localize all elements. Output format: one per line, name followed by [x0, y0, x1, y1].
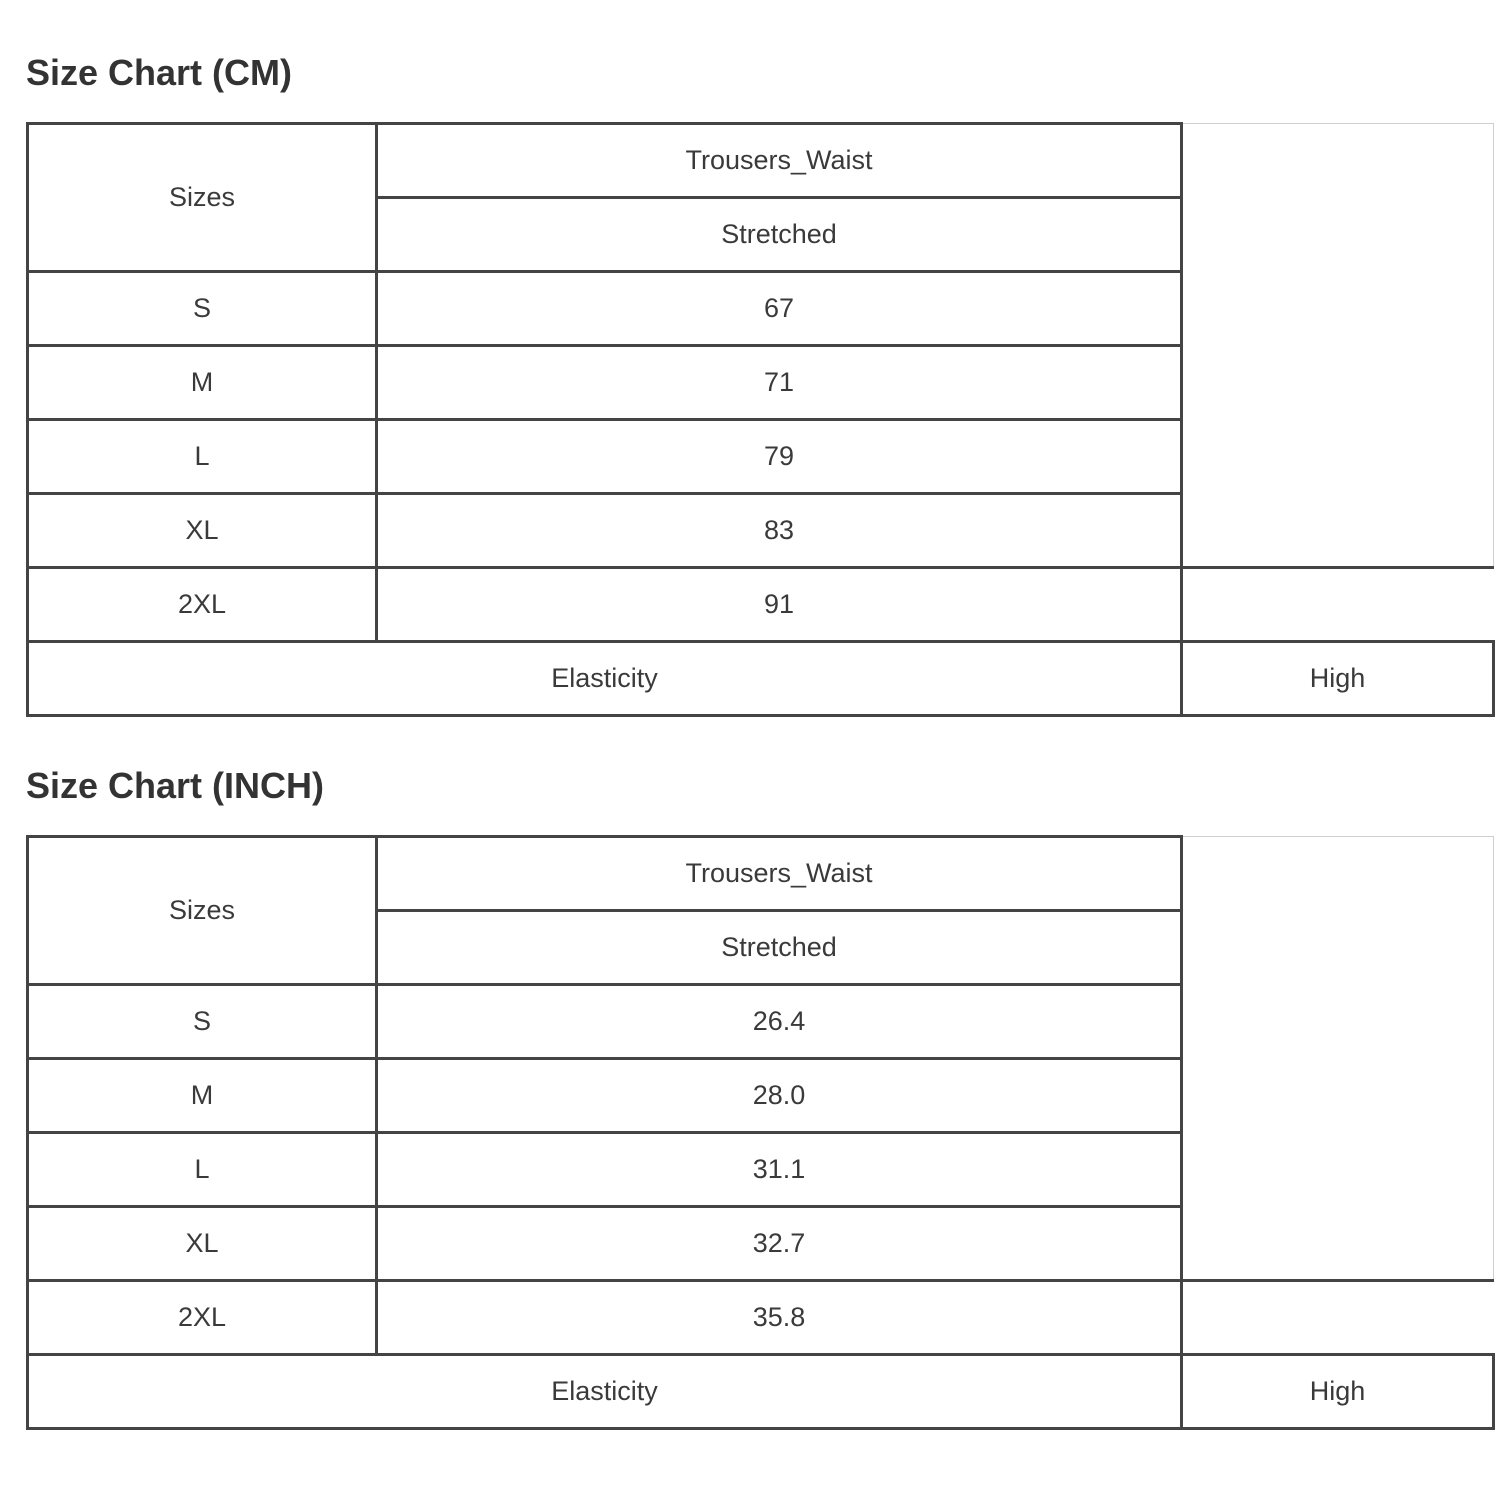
elasticity-row [28, 642, 1494, 716]
table-row [28, 568, 1494, 642]
size-cell: L [28, 420, 377, 494]
size-cell: S [28, 985, 377, 1059]
stretched-header: Stretched [377, 198, 1182, 272]
size-chart-inch-table [26, 835, 1495, 1430]
value-cell: 28.0 [377, 1059, 1182, 1133]
value-cell: 91 [377, 568, 1182, 642]
value-cell: 71 [377, 346, 1182, 420]
header-row [28, 837, 1494, 911]
size-chart-cm-table [26, 122, 1495, 717]
value-cell: 79 [377, 420, 1182, 494]
stretched-header: Stretched [377, 911, 1182, 985]
size-cell: L [28, 1133, 377, 1207]
elasticity-row [28, 1355, 1494, 1429]
value-cell: 35.8 [377, 1281, 1182, 1355]
size-cell: M [28, 346, 377, 420]
blank-side-cell [1182, 124, 1494, 568]
size-cell: 2XL [28, 1281, 377, 1355]
table-row [28, 1281, 1494, 1355]
size-cell: M [28, 1059, 377, 1133]
value-cell: 67 [377, 272, 1182, 346]
header-row [28, 124, 1494, 198]
elasticity-label: Elasticity [28, 1355, 1182, 1429]
trousers-waist-header: Trousers_Waist [377, 837, 1182, 911]
value-cell: 26.4 [377, 985, 1182, 1059]
elasticity-value: High [1182, 642, 1494, 716]
elasticity-label: Elasticity [28, 642, 1182, 716]
elasticity-value: High [1182, 1355, 1494, 1429]
blank-side-cell [1182, 837, 1494, 1281]
size-cell: 2XL [28, 568, 377, 642]
value-cell: 83 [377, 494, 1182, 568]
sizes-header: Sizes [28, 837, 377, 985]
size-cell: XL [28, 494, 377, 568]
size-cell: S [28, 272, 377, 346]
value-cell: 32.7 [377, 1207, 1182, 1281]
value-cell: 31.1 [377, 1133, 1182, 1207]
size-chart-inch-title: Size Chart (INCH) [26, 765, 325, 806]
trousers-waist-header: Trousers_Waist [377, 124, 1182, 198]
size-cell: XL [28, 1207, 377, 1281]
sizes-header: Sizes [28, 124, 377, 272]
size-chart-cm-title: Size Chart (CM) [26, 52, 293, 93]
